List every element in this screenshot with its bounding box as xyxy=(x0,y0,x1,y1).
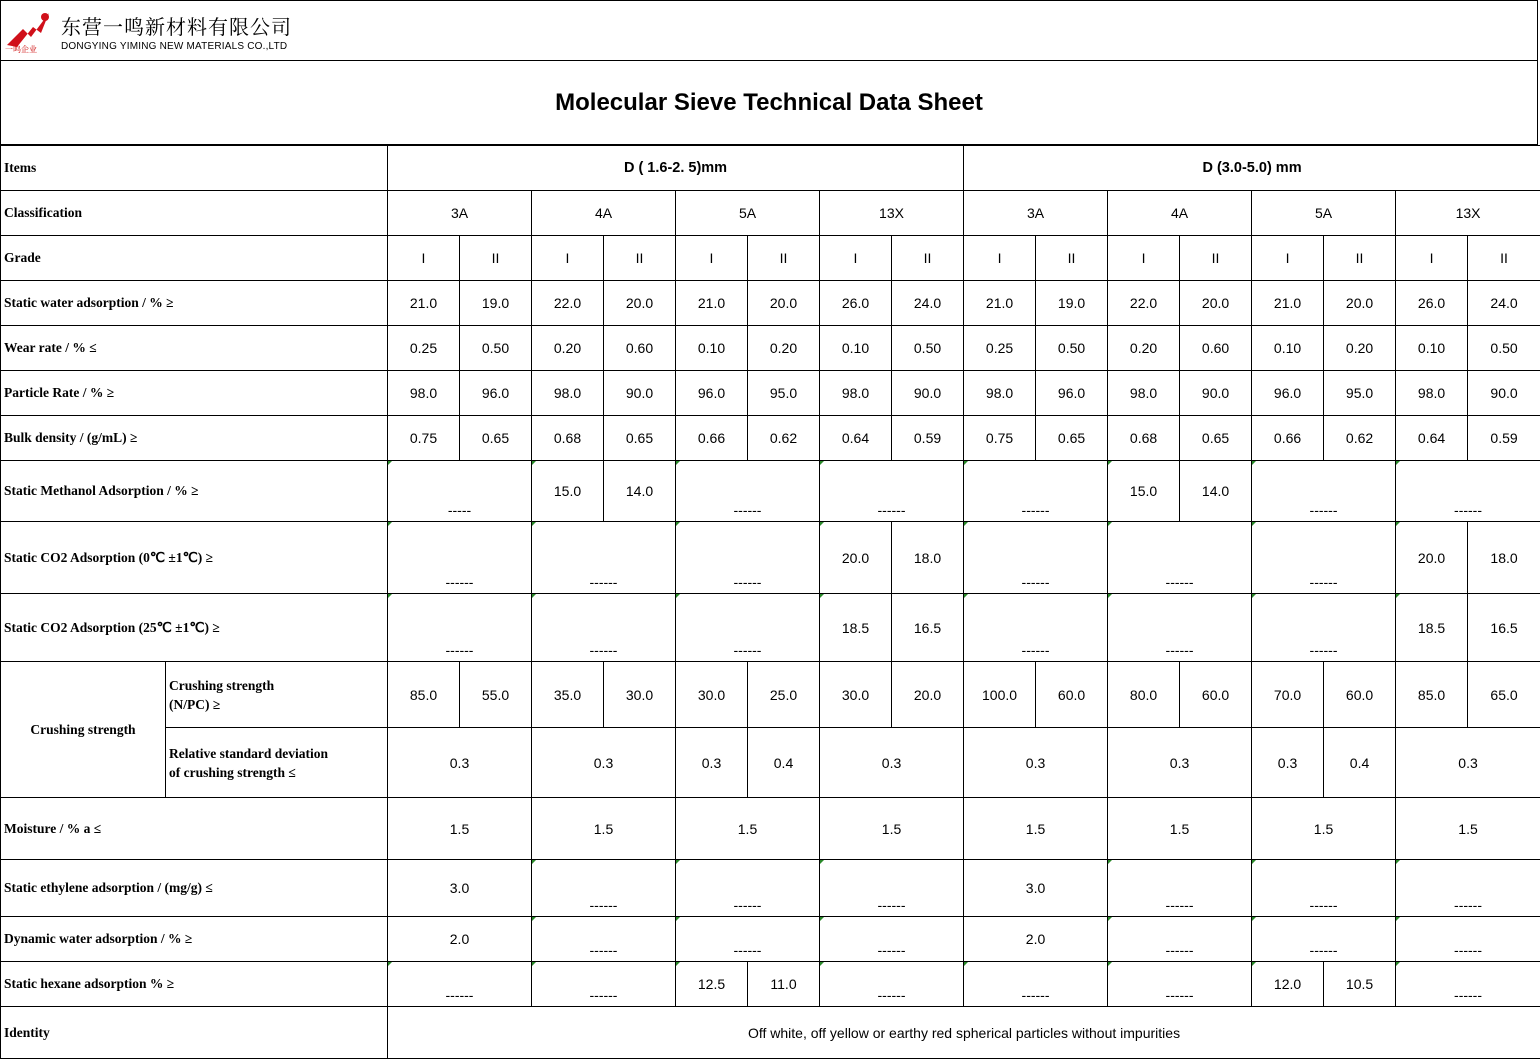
class-header: 13X xyxy=(820,191,964,236)
empty-cell: ------ xyxy=(388,522,532,594)
value-cell: 12.5 xyxy=(676,962,748,1007)
value-cell: 0.20 xyxy=(748,326,820,371)
empty-cell: ----- xyxy=(388,461,532,522)
value-cell: 98.0 xyxy=(388,371,460,416)
class-header: 4A xyxy=(532,191,676,236)
value-cell: 18.0 xyxy=(1468,522,1540,594)
value-cell: 0.3 xyxy=(820,728,964,798)
empty-cell: ------ xyxy=(1252,860,1396,917)
value-cell: 15.0 xyxy=(1108,461,1180,522)
value-cell: 0.3 xyxy=(532,728,676,798)
empty-cell: ------ xyxy=(532,962,676,1007)
empty-cell: ------ xyxy=(964,461,1108,522)
identity-value: Off white, off yellow or earthy red spherical particles without impurities xyxy=(388,1007,1540,1059)
table-row xyxy=(1,416,1540,461)
value-cell: 95.0 xyxy=(748,371,820,416)
empty-cell: ------ xyxy=(532,594,676,662)
grade-header: I xyxy=(532,236,604,281)
value-cell: 96.0 xyxy=(676,371,748,416)
value-cell: 0.50 xyxy=(892,326,964,371)
value-cell: 16.5 xyxy=(1468,594,1540,662)
value-cell: 98.0 xyxy=(1396,371,1468,416)
value-cell: 0.4 xyxy=(748,728,820,798)
value-cell: 85.0 xyxy=(1396,662,1468,728)
value-cell: 60.0 xyxy=(1324,662,1396,728)
empty-cell: ------ xyxy=(532,522,676,594)
empty-cell: ------ xyxy=(532,860,676,917)
row-label: Static water adsorption / % ≥ xyxy=(1,281,388,326)
page-title: Molecular Sieve Technical Data Sheet xyxy=(555,88,983,116)
value-cell: 20.0 xyxy=(1180,281,1252,326)
empty-cell: ------ xyxy=(676,594,820,662)
value-cell: 0.75 xyxy=(388,416,460,461)
empty-cell: ------ xyxy=(676,522,820,594)
empty-cell: ------ xyxy=(820,860,964,917)
value-cell: 24.0 xyxy=(892,281,964,326)
sub-label-line: of crushing strength ≤ xyxy=(169,764,296,780)
empty-cell: ------ xyxy=(964,962,1108,1007)
value-cell: 0.68 xyxy=(532,416,604,461)
value-cell: 0.64 xyxy=(820,416,892,461)
row-label: Static ethylene adsorption / (mg/g) ≤ xyxy=(1,860,388,917)
group-header: D (3.0-5.0) mm xyxy=(964,146,1540,191)
value-cell: 55.0 xyxy=(460,662,532,728)
value-cell: 0.68 xyxy=(1108,416,1180,461)
value-cell: 98.0 xyxy=(820,371,892,416)
value-cell: 0.65 xyxy=(604,416,676,461)
value-cell: 3.0 xyxy=(388,860,532,917)
table-row xyxy=(1,371,1540,416)
empty-cell: ------ xyxy=(388,962,532,1007)
title-box xyxy=(0,60,1538,145)
value-cell: 18.5 xyxy=(1396,594,1468,662)
value-cell: 22.0 xyxy=(532,281,604,326)
empty-cell: ------ xyxy=(1396,917,1540,962)
value-cell: 20.0 xyxy=(1324,281,1396,326)
value-cell: 98.0 xyxy=(964,371,1036,416)
class-header: 4A xyxy=(1108,191,1252,236)
value-cell: 0.64 xyxy=(1396,416,1468,461)
data-table xyxy=(0,145,1540,1059)
value-cell: 18.0 xyxy=(892,522,964,594)
empty-cell: ------ xyxy=(1252,461,1396,522)
grade-header: II xyxy=(892,236,964,281)
value-cell: 0.20 xyxy=(1108,326,1180,371)
value-cell: 0.20 xyxy=(532,326,604,371)
value-cell: 0.3 xyxy=(964,728,1108,798)
value-cell: 0.65 xyxy=(460,416,532,461)
table-row xyxy=(1,1007,1540,1059)
company-header xyxy=(0,0,1538,60)
row-label: Static CO2 Adsorption (0℃ ±1℃) ≥ xyxy=(1,522,388,594)
company-name-en: DONGYING YIMING NEW MATERIALS CO.,LTD xyxy=(61,41,288,52)
row-label: Identity xyxy=(1,1007,388,1059)
value-cell: 0.65 xyxy=(1180,416,1252,461)
empty-cell: ------ xyxy=(532,917,676,962)
value-cell: 1.5 xyxy=(820,798,964,860)
value-cell: 0.60 xyxy=(604,326,676,371)
class-header: 3A xyxy=(388,191,532,236)
value-cell: 60.0 xyxy=(1180,662,1252,728)
empty-cell: ------ xyxy=(676,860,820,917)
empty-cell: ------ xyxy=(1108,962,1252,1007)
grade-header: I xyxy=(1396,236,1468,281)
value-cell: 20.0 xyxy=(892,662,964,728)
value-cell: 25.0 xyxy=(748,662,820,728)
value-cell: 0.10 xyxy=(1252,326,1324,371)
value-cell: 98.0 xyxy=(532,371,604,416)
logo-text: 一鸣企业 xyxy=(5,45,37,54)
value-cell: 1.5 xyxy=(532,798,676,860)
value-cell: 0.3 xyxy=(676,728,748,798)
value-cell: 14.0 xyxy=(1180,461,1252,522)
value-cell: 12.0 xyxy=(1252,962,1324,1007)
empty-cell: ------ xyxy=(1252,917,1396,962)
value-cell: 20.0 xyxy=(1396,522,1468,594)
empty-cell: ------ xyxy=(820,917,964,962)
value-cell: 0.20 xyxy=(1324,326,1396,371)
row-label: Static Methanol Adsorption / % ≥ xyxy=(1,461,388,522)
value-cell: 0.25 xyxy=(964,326,1036,371)
value-cell: 26.0 xyxy=(1396,281,1468,326)
value-cell: 11.0 xyxy=(748,962,820,1007)
class-header: 5A xyxy=(1252,191,1396,236)
sub-label-line: Relative standard deviation xyxy=(169,745,329,761)
table-row xyxy=(1,522,1540,594)
value-cell: 90.0 xyxy=(604,371,676,416)
value-cell: 1.5 xyxy=(1396,798,1540,860)
class-header: 5A xyxy=(676,191,820,236)
value-cell: 0.3 xyxy=(1252,728,1324,798)
empty-cell: ------ xyxy=(1252,522,1396,594)
empty-cell: ------ xyxy=(1108,917,1252,962)
row-label: Items xyxy=(1,146,388,191)
row-label: Dynamic water adsorption / % ≥ xyxy=(1,917,388,962)
grade-header: II xyxy=(604,236,676,281)
class-header: 3A xyxy=(964,191,1108,236)
value-cell: 0.3 xyxy=(1396,728,1540,798)
value-cell: 98.0 xyxy=(1108,371,1180,416)
value-cell: 0.50 xyxy=(1468,326,1540,371)
value-cell: 16.5 xyxy=(892,594,964,662)
empty-cell: ------ xyxy=(1252,594,1396,662)
value-cell: 35.0 xyxy=(532,662,604,728)
value-cell: 20.0 xyxy=(820,522,892,594)
empty-cell: ------ xyxy=(1108,860,1252,917)
table-row xyxy=(1,860,1540,917)
value-cell: 90.0 xyxy=(892,371,964,416)
value-cell: 70.0 xyxy=(1252,662,1324,728)
empty-cell: ------ xyxy=(1396,461,1540,522)
value-cell: 1.5 xyxy=(1108,798,1252,860)
value-cell: 0.75 xyxy=(964,416,1036,461)
row-label: Static CO2 Adsorption (25℃ ±1℃) ≥ xyxy=(1,594,388,662)
value-cell: 20.0 xyxy=(748,281,820,326)
value-cell: 21.0 xyxy=(388,281,460,326)
empty-cell: ------ xyxy=(1108,594,1252,662)
value-cell: 30.0 xyxy=(676,662,748,728)
table-row xyxy=(1,662,1540,728)
value-cell: 0.10 xyxy=(1396,326,1468,371)
empty-cell: ------ xyxy=(388,594,532,662)
table-row xyxy=(1,798,1540,860)
value-cell: 0.4 xyxy=(1324,728,1396,798)
table-row xyxy=(1,728,1540,798)
value-cell: 21.0 xyxy=(1252,281,1324,326)
empty-cell: ------ xyxy=(676,461,820,522)
table-row xyxy=(1,962,1540,1007)
row-label: Crushing strength xyxy=(1,662,166,798)
value-cell: 90.0 xyxy=(1180,371,1252,416)
value-cell: 1.5 xyxy=(964,798,1108,860)
table-row xyxy=(1,917,1540,962)
value-cell: 100.0 xyxy=(964,662,1036,728)
value-cell: 20.0 xyxy=(604,281,676,326)
value-cell: 0.10 xyxy=(676,326,748,371)
group-header: D ( 1.6-2. 5)mm xyxy=(388,146,964,191)
grade-header: I xyxy=(388,236,460,281)
empty-cell: ------ xyxy=(1396,860,1540,917)
value-cell: 30.0 xyxy=(604,662,676,728)
value-cell: 96.0 xyxy=(1252,371,1324,416)
value-cell: 26.0 xyxy=(820,281,892,326)
grade-header: II xyxy=(748,236,820,281)
value-cell: 96.0 xyxy=(460,371,532,416)
value-cell: 80.0 xyxy=(1108,662,1180,728)
empty-cell: ------ xyxy=(964,522,1108,594)
grade-header: II xyxy=(1180,236,1252,281)
value-cell: 0.10 xyxy=(820,326,892,371)
row-label: Moisture / % a ≤ xyxy=(1,798,388,860)
value-cell: 96.0 xyxy=(1036,371,1108,416)
grade-header: I xyxy=(1108,236,1180,281)
row-label: Wear rate / % ≤ xyxy=(1,326,388,371)
value-cell: 19.0 xyxy=(460,281,532,326)
table-row xyxy=(1,461,1540,522)
value-cell: 0.65 xyxy=(1036,416,1108,461)
value-cell: 0.59 xyxy=(892,416,964,461)
table-row xyxy=(1,326,1540,371)
value-cell: 60.0 xyxy=(1036,662,1108,728)
table-row xyxy=(1,146,1540,191)
empty-cell: ------ xyxy=(676,917,820,962)
value-cell: 2.0 xyxy=(964,917,1108,962)
row-label: Grade xyxy=(1,236,388,281)
value-cell: 18.5 xyxy=(820,594,892,662)
row-label: Static hexane adsorption % ≥ xyxy=(1,962,388,1007)
value-cell: 0.3 xyxy=(1108,728,1252,798)
value-cell: 0.66 xyxy=(676,416,748,461)
value-cell: 0.62 xyxy=(1324,416,1396,461)
value-cell: 0.25 xyxy=(388,326,460,371)
sub-label-line: (N/PC) ≥ xyxy=(169,696,221,712)
value-cell: 1.5 xyxy=(388,798,532,860)
value-cell: 30.0 xyxy=(820,662,892,728)
value-cell: 0.62 xyxy=(748,416,820,461)
grade-header: II xyxy=(460,236,532,281)
table-row xyxy=(1,236,1540,281)
value-cell: 0.66 xyxy=(1252,416,1324,461)
value-cell: 0.50 xyxy=(1036,326,1108,371)
class-header: 13X xyxy=(1396,191,1540,236)
value-cell: 14.0 xyxy=(604,461,676,522)
empty-cell: ------ xyxy=(964,594,1108,662)
value-cell: 85.0 xyxy=(388,662,460,728)
grade-header: II xyxy=(1468,236,1540,281)
sub-label xyxy=(166,728,388,798)
table-row xyxy=(1,594,1540,662)
grade-header: II xyxy=(1324,236,1396,281)
value-cell: 15.0 xyxy=(532,461,604,522)
value-cell: 21.0 xyxy=(676,281,748,326)
value-cell: 90.0 xyxy=(1468,371,1540,416)
empty-cell: ------ xyxy=(820,962,964,1007)
value-cell: 0.59 xyxy=(1468,416,1540,461)
value-cell: 0.60 xyxy=(1180,326,1252,371)
value-cell: 65.0 xyxy=(1468,662,1540,728)
value-cell: 19.0 xyxy=(1036,281,1108,326)
grade-header: II xyxy=(1036,236,1108,281)
row-label: Particle Rate / % ≥ xyxy=(1,371,388,416)
row-label: Bulk density / (g/mL) ≥ xyxy=(1,416,388,461)
value-cell: 10.5 xyxy=(1324,962,1396,1007)
sub-label xyxy=(166,662,388,728)
grade-header: I xyxy=(820,236,892,281)
table-row xyxy=(1,281,1540,326)
empty-cell: ------ xyxy=(1108,522,1252,594)
value-cell: 95.0 xyxy=(1324,371,1396,416)
value-cell: 0.3 xyxy=(388,728,532,798)
grade-header: I xyxy=(676,236,748,281)
grade-header: I xyxy=(1252,236,1324,281)
value-cell: 24.0 xyxy=(1468,281,1540,326)
company-name-cn: 东营一鸣新材料有限公司 xyxy=(61,15,292,39)
value-cell: 1.5 xyxy=(1252,798,1396,860)
value-cell: 1.5 xyxy=(676,798,820,860)
grade-header: I xyxy=(964,236,1036,281)
table-row xyxy=(1,191,1540,236)
value-cell: 3.0 xyxy=(964,860,1108,917)
empty-cell: ------ xyxy=(1396,962,1540,1007)
value-cell: 0.50 xyxy=(460,326,532,371)
sub-label-line: Crushing strength xyxy=(169,677,275,693)
row-label: Classification xyxy=(1,191,388,236)
value-cell: 22.0 xyxy=(1108,281,1180,326)
empty-cell: ------ xyxy=(820,461,964,522)
value-cell: 2.0 xyxy=(388,917,532,962)
value-cell: 21.0 xyxy=(964,281,1036,326)
